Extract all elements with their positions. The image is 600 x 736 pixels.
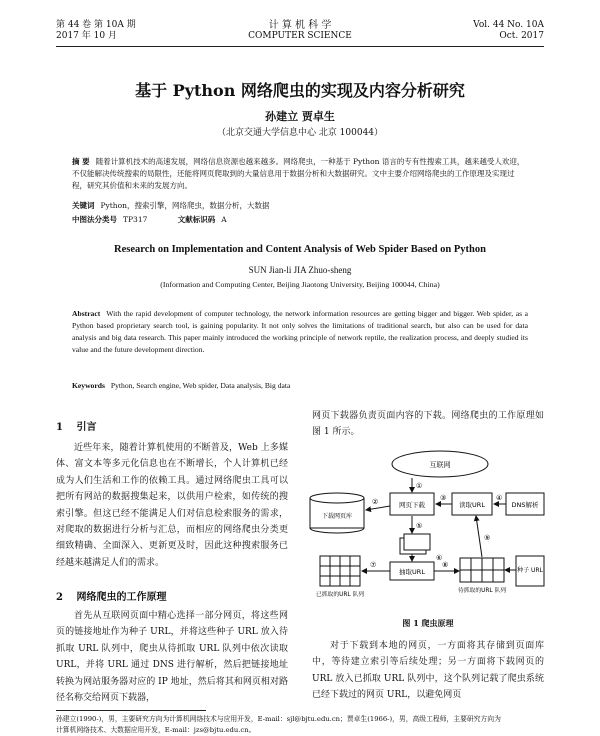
section-2-heading bbox=[56, 588, 166, 603]
extract-url-box bbox=[390, 562, 434, 580]
authors-cn: 孙建立 贾卓生 bbox=[265, 110, 335, 123]
header-rule bbox=[56, 46, 544, 47]
clc-label: 中图法分类号 bbox=[72, 215, 117, 224]
affiliation-en: (Information and Computing Center, Beijing Jiaotong University, Beijing 100044, China) bbox=[160, 280, 440, 289]
step-number: ⑥ bbox=[436, 554, 443, 562]
abstract-en-text: With the rapid development of computer technology, the network information resources are getting bigger and bigger. Web spider, as a Python based proprietary search tool, is gaining popularity. It not only solves the limitations of traditional search, but also can be used for data analysis and big data research. This paper mainly introduced the working principle of network reptile, the realization process, and deeply studied its value and the future development direction. bbox=[72, 309, 528, 354]
keywords-cn-text: Python，搜索引擎，网络爬虫，数据分析，大数据 bbox=[100, 201, 270, 210]
pending-queue-icon bbox=[458, 558, 506, 594]
abstract-cn bbox=[72, 156, 528, 192]
section-1-paragraph: 近些年来，随着计算机使用的不断普及，Web 上多媒体、富文本等多元化信息也在不断增长，个人计算机已经成为人们生活和工作的依赖工具。通过网络爬虫工具可以把所有网站的数据搜集起来，以供用户检索，如传统的搜索引擎。但这已经不能满足人们对信息检索服务的需求，对爬取的数据进行分析与汇总，而相应的网络爬虫分类更细致精确、全面深入、更新更及时，因此这种搜索服务已经越来越满足人们的需求。 bbox=[56, 443, 288, 568]
read-url-label: 读取URL bbox=[459, 501, 485, 509]
section-2-body bbox=[56, 608, 288, 706]
clc-value: TP317 bbox=[123, 215, 148, 224]
keywords-cn bbox=[72, 200, 528, 212]
keywords-en-text: Python, Search engine, Web spider, Data analysis, Big data bbox=[110, 381, 291, 390]
read-url-box bbox=[452, 493, 492, 515]
issue-date-cn: 2017 年 10 月 bbox=[56, 31, 117, 41]
journal-name-cn: 计 算 机 科 学 bbox=[268, 20, 332, 31]
step-number: ④ bbox=[496, 494, 503, 502]
dns-box bbox=[506, 493, 544, 515]
abstract-en bbox=[72, 308, 528, 356]
journal-name-en: COMPUTER SCIENCE bbox=[248, 31, 352, 41]
downloader-box bbox=[390, 493, 434, 515]
volume-en: Vol. 44 No. 10A bbox=[473, 20, 544, 30]
doc-code-label: 文献标识码 bbox=[177, 215, 216, 224]
internet-cloud-icon bbox=[392, 451, 488, 477]
seed-url-box bbox=[516, 556, 544, 586]
footnote-rule bbox=[56, 710, 206, 711]
keywords-cn-label: 关键词 bbox=[72, 201, 95, 210]
step-number: ⑨ bbox=[484, 534, 491, 542]
footnote-line-1: 孙建立(1990-)，男，主要研究方向为计算机网络技术与应用开发，E-mail：sjl@bjtu.edu.cn；贾卓生(1966-)，男，高级工程师，主要研究方向为 bbox=[56, 715, 501, 723]
section-1-heading bbox=[56, 418, 96, 433]
keywords-en bbox=[72, 380, 528, 392]
pending-queue-label: 待抓取的URL 队列 bbox=[457, 588, 507, 594]
doc-code-value: A bbox=[221, 215, 227, 224]
authors-en: SUN Jian-li JIA Zhuo-sheng bbox=[248, 265, 352, 275]
pages-stack-icon bbox=[400, 534, 430, 554]
step-number: ⑦ bbox=[370, 561, 377, 569]
section-2-title: 网络爬虫的工作原理 bbox=[76, 592, 167, 603]
keywords-en-label: Keywords bbox=[72, 381, 105, 390]
crawled-queue-icon bbox=[316, 556, 364, 598]
step-number: ① bbox=[416, 482, 423, 490]
journal-volume-en bbox=[473, 20, 544, 42]
downloader-label: 网页下载 bbox=[399, 501, 425, 509]
page-database-icon bbox=[310, 493, 364, 533]
extract-url-label: 抽取URL bbox=[399, 568, 425, 576]
abstract-en-label: Abstract bbox=[72, 309, 101, 318]
page-db-label: 下载网页库 bbox=[321, 513, 353, 520]
right-paragraph-bottom: 对于下载到本地的网页，一方面将其存储到页面库中，等待建立索引等后续处理；另一方面将下载网页的 URL 放入已抓取 URL 队列中，这个队列记载了爬虫系统已经下载过的网页 URL，以避免网页 bbox=[312, 641, 544, 701]
crawled-queue-label: 已抓取的URL 队列 bbox=[315, 592, 365, 598]
internet-label: 互联网 bbox=[429, 461, 451, 469]
issue-date-en: Oct. 2017 bbox=[499, 31, 544, 41]
footnote-line-2: 计算机网络技术、大数据应用开发，E-mail：jzs@bjtu.edu.cn。 bbox=[56, 726, 256, 734]
right-column-top bbox=[312, 408, 544, 441]
abstract-cn-text: 随着计算机技术的高速发展，网络信息资源也越来越多。网络爬虫，一种基于 Python 语言的专有性搜索工具，越来越受人欢迎，不仅能解决传统搜索的局限性，还能将网页爬取到的大量信息用于数据分析和大数据研究。文中主要介绍网络爬虫的工作原理及实现过程，研究其价值和未来的发展方向。 bbox=[72, 157, 525, 190]
step-number: ⑤ bbox=[416, 522, 423, 530]
affiliation-cn: （北京交通大学信息中心 北京 100044） bbox=[216, 128, 384, 138]
paper-title-en: Research on Implementation and Content Analysis of Web Spider Based on Python bbox=[114, 244, 486, 255]
section-2-number: 2 bbox=[56, 592, 63, 603]
abstract-cn-label: 摘 要 bbox=[72, 157, 90, 166]
crawler-diagram bbox=[300, 448, 550, 610]
step-number: ⑧ bbox=[442, 561, 449, 569]
classification bbox=[72, 214, 528, 226]
right-column-bottom bbox=[312, 638, 544, 704]
step-number: ② bbox=[372, 498, 379, 506]
volume-issue: 第 44 卷 第 10A 期 bbox=[56, 20, 136, 30]
dns-label: DNS解析 bbox=[511, 501, 539, 509]
section-2-paragraph: 首先从互联网页面中精心选择一部分网页，将这些网页的链接地址作为种子 URL，并将这些种子 URL 放入待抓取 URL 队列中，爬虫从待抓取 URL 队列中依次读取 URL，并将 URL 通过 DNS 进行解析，然后把链接地址转换为网站服务器对应的 IP 地址，然后将其和网页相对路径名称交给网页下载器， bbox=[56, 611, 288, 704]
paper-title-cn: 基于 Python 网络爬虫的实现及内容分析研究 bbox=[135, 81, 465, 100]
figure-caption: 图 1 爬虫原理 bbox=[402, 618, 454, 628]
section-1-body bbox=[56, 440, 288, 571]
section-1-number: 1 bbox=[56, 422, 63, 433]
step-number: ③ bbox=[440, 494, 447, 502]
section-1-title: 引言 bbox=[76, 422, 97, 433]
seed-url-label: 种子 URL bbox=[517, 567, 543, 574]
author-footnote bbox=[56, 714, 544, 736]
right-paragraph-top: 网页下载器负责页面内容的下载。网络爬虫的工作原理如图 1 所示。 bbox=[312, 411, 544, 438]
